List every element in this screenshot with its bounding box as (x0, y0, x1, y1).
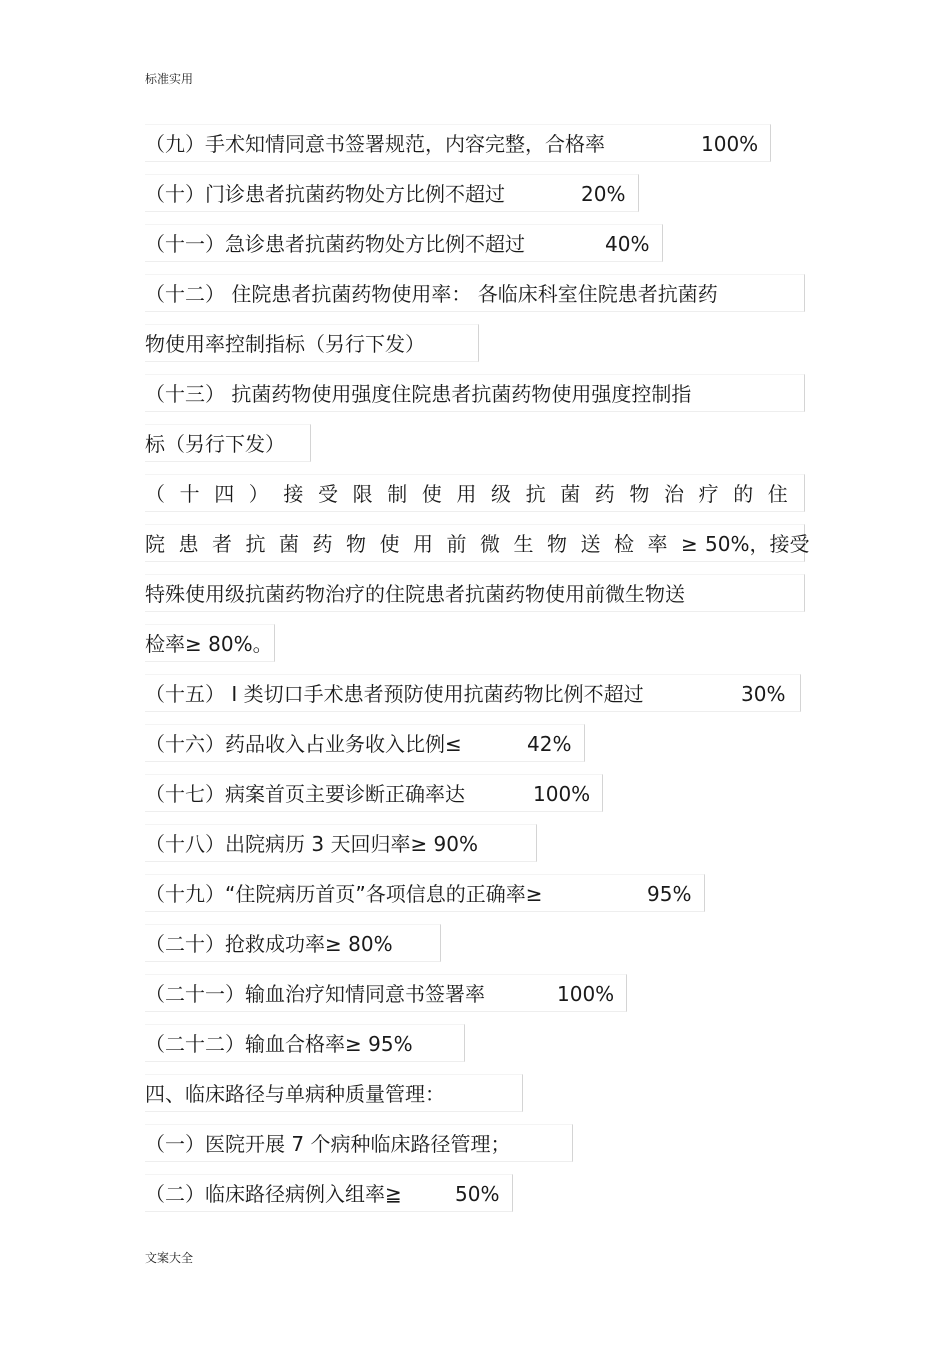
line-text: （十一）急诊患者抗菌药物处方比例不超过 (145, 232, 525, 256)
line-value: 100% (701, 132, 759, 156)
page-header: 标准实用 (145, 72, 194, 86)
line-text: （十）门诊患者抗菌药物处方比例不超过 (145, 182, 505, 206)
line-value: 40% (605, 232, 650, 256)
text-line-18 (145, 824, 537, 862)
text-line-14-cont-b (145, 574, 805, 612)
line-text: 标（另行下发） (145, 432, 285, 456)
line-text: （二十）抢救成功率≥ 80% (145, 932, 393, 956)
text-line-12-cont (145, 324, 479, 362)
line-text: （十七）病案首页主要诊断正确率达 (145, 782, 465, 806)
line-text: （二十一）输血治疗知情同意书签署率 (145, 982, 485, 1006)
text-line-10 (145, 174, 639, 212)
line-value: 100% (533, 782, 591, 806)
line-value: 20% (581, 182, 626, 206)
text-line-21 (145, 974, 627, 1012)
text-line-19 (145, 874, 705, 912)
text-line-20 (145, 924, 441, 962)
text-line-4-2 (145, 1174, 513, 1212)
line-text: （九）手术知情同意书签署规范，内容完整，合格率 (145, 132, 605, 156)
text-line-17 (145, 774, 603, 812)
text-line-13 (145, 374, 805, 412)
line-text: （十五） Ⅰ 类切口手术患者预防使用抗菌药物比例不超过 (145, 682, 644, 706)
text-line-9 (145, 124, 771, 162)
line-text: （十九）“住院病历首页”各项信息的正确率≥ (145, 882, 543, 906)
page-footer: 文案大全 (145, 1251, 194, 1265)
line-value: 50% (455, 1182, 500, 1206)
line-text: （十六）药品收入占业务收入比例≤ (145, 732, 462, 756)
line-text: （十四）接受限制使用级抗菌药物治疗的住 (145, 482, 803, 506)
line-text: （一）医院开展 7 个病种临床路径管理； (145, 1132, 511, 1156)
line-value: 95% (647, 882, 692, 906)
line-value: 100% (557, 982, 615, 1006)
line-value: 42% (527, 732, 572, 756)
text-line-16 (145, 724, 585, 762)
text-line-13-cont (145, 424, 311, 462)
line-text: （十八）出院病历 3 天回归率≥ 90% (145, 832, 479, 856)
text-line-14-cont-a (145, 524, 810, 562)
line-text: （十三） 抗菌药物使用强度住院患者抗菌药物使用强度控制指 (145, 382, 692, 406)
line-text: 四、临床路径与单病种质量管理： (145, 1082, 445, 1106)
line-text: 检率≥ 80%。 (145, 632, 273, 656)
text-line-11 (145, 224, 663, 262)
text-line-22 (145, 1024, 465, 1062)
section-heading-4 (145, 1074, 523, 1112)
line-text: 特殊使用级抗菌药物治疗的住院患者抗菌药物使用前微生物送 (145, 582, 685, 606)
line-text: （十二） 住院患者抗菌药物使用率： 各临床科室住院患者抗菌药 (145, 282, 718, 306)
line-text: （二）临床路径病例入组率≧ (145, 1182, 402, 1206)
line-value: 30% (741, 682, 786, 706)
text-line-14-cont-c (145, 624, 275, 662)
line-text: （二十二）输血合格率≥ 95% (145, 1032, 413, 1056)
text-line-4-1 (145, 1124, 573, 1162)
text-line-15 (145, 674, 801, 712)
text-line-12 (145, 274, 805, 312)
text-line-14 (145, 474, 805, 512)
line-text: 院患者抗菌药物使用前微生物送检率≥ (145, 532, 712, 556)
line-value: 50%，接受 (705, 532, 810, 556)
line-text: 物使用率控制指标（另行下发） (145, 332, 425, 356)
